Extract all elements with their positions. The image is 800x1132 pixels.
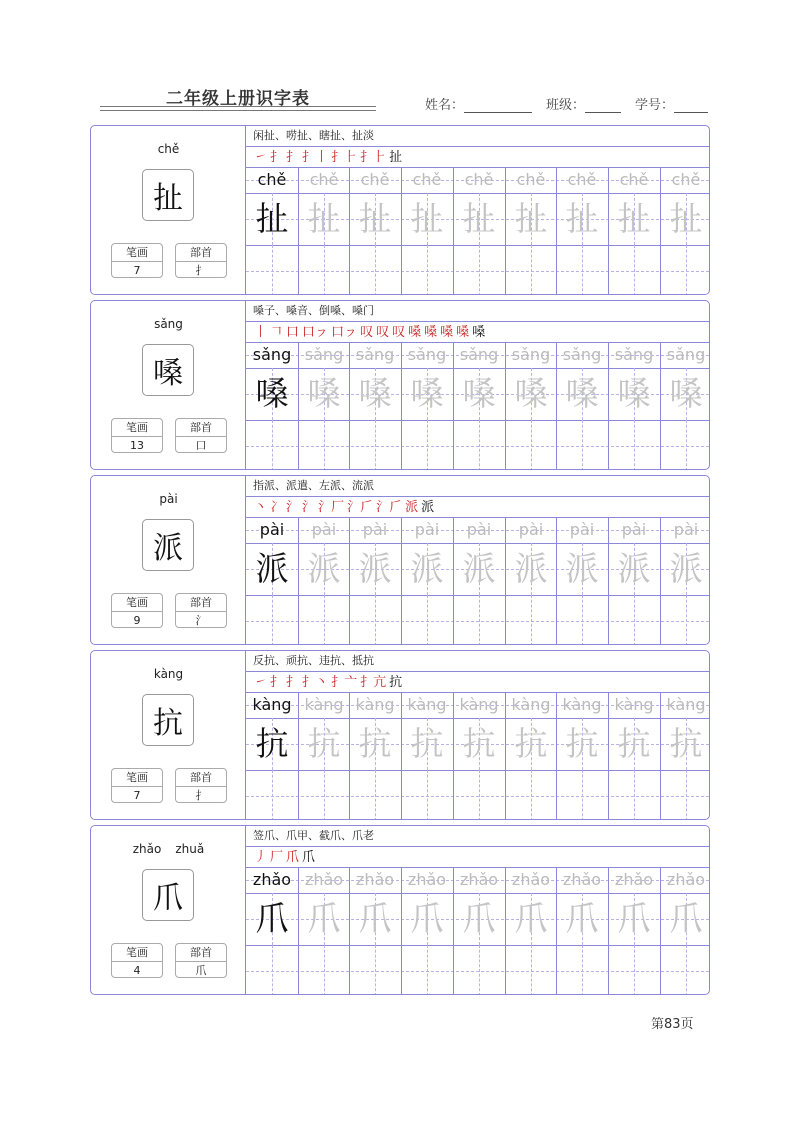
practice-character-cell[interactable]: 嗓 (410, 374, 444, 413)
blank-center-guide (634, 945, 635, 995)
id-label: 学号： (634, 98, 674, 113)
stroke-step: 爪 (302, 850, 316, 865)
stroke-step: 丨 (254, 325, 268, 340)
divider (246, 420, 709, 421)
blank-center-guide (582, 945, 583, 995)
pinyin-cell: pài (673, 520, 699, 539)
divider (246, 671, 709, 672)
stroke-step: 丿 (254, 850, 268, 865)
pinyin-cell: chě (567, 170, 597, 189)
stroke-order-row (254, 148, 405, 168)
pinyin-label (91, 842, 246, 856)
stroke-step: ㇀ (254, 150, 268, 165)
pinyin-cell: pài (414, 520, 440, 539)
pinyin-cell: chě (412, 170, 442, 189)
blank-center-guide (272, 245, 273, 295)
stroke-step: 叹 (376, 325, 390, 340)
blank-midline (246, 971, 709, 972)
stroke-step: ㇀ (254, 675, 268, 690)
radical-label: 部首 (176, 419, 226, 437)
stroke-step: 扌亢 (360, 675, 387, 690)
pinyin-cell: zhǎo (666, 870, 706, 889)
blank-center-guide (272, 595, 273, 645)
practice-character-cell[interactable]: 派 (514, 549, 548, 588)
practice-character-cell[interactable]: 爪 (514, 899, 548, 938)
blank-center-guide (582, 595, 583, 645)
pinyin-cell: pài (621, 520, 647, 539)
name-blank[interactable] (464, 98, 532, 113)
practice-character-cell[interactable]: 抗 (307, 724, 341, 763)
stroke-count-box (111, 593, 163, 628)
practice-character-cell[interactable]: 派 (565, 549, 599, 588)
practice-character-cell[interactable]: 抗 (410, 724, 444, 763)
page-number: 第83页 (651, 1017, 694, 1032)
stroke-step: 扌亠 (331, 675, 358, 690)
blank-center-guide (427, 420, 428, 470)
blank-center-guide (375, 420, 376, 470)
example-words: 嗓子、嗓音、倒嗓、嗓门 (253, 304, 374, 317)
stroke-count-label: 笔画 (112, 769, 162, 787)
stroke-step: 扌丶 (302, 675, 329, 690)
blank-center-guide (375, 770, 376, 820)
divider (246, 321, 709, 322)
pinyin-cell: sǎng (355, 345, 395, 364)
practice-character-cell[interactable]: 派 (617, 549, 651, 588)
blank-center-guide (479, 945, 480, 995)
practice-grid (246, 126, 709, 294)
stroke-step: 叹 (392, 325, 406, 340)
stroke-count-label: 笔画 (112, 944, 162, 962)
class-label: 班级： (545, 98, 585, 113)
practice-character-cell[interactable]: 扯 (617, 199, 651, 238)
pinyin-cell: chě (257, 170, 287, 189)
practice-grid (246, 301, 709, 469)
character-info-panel (91, 126, 246, 294)
stroke-count-value: 13 (130, 439, 144, 452)
radical-label: 部首 (176, 244, 226, 262)
practice-character-cell[interactable]: 抗 (514, 724, 548, 763)
stroke-count-box (111, 943, 163, 978)
stroke-step: 氵𠂆 (347, 500, 374, 515)
practice-character-cell[interactable]: 扯 (514, 199, 548, 238)
blank-center-guide (634, 420, 635, 470)
pinyin-cell: zhǎo (407, 870, 447, 889)
blank-midline (246, 621, 709, 622)
practice-character-cell[interactable]: 嗓 (565, 374, 599, 413)
practice-character-cell: 爪 (255, 899, 289, 938)
divider (246, 770, 709, 771)
radical-label: 部首 (176, 944, 226, 962)
practice-character-cell[interactable]: 嗓 (358, 374, 392, 413)
blank-center-guide (479, 595, 480, 645)
main-character: 爪 (142, 869, 194, 921)
stroke-step: 扌 (286, 150, 300, 165)
character-info-panel (91, 826, 246, 994)
practice-character-cell[interactable]: 抗 (462, 724, 496, 763)
stroke-count-label: 笔画 (112, 594, 162, 612)
practice-character-cell: 派 (255, 549, 289, 588)
practice-character-cell[interactable]: 派 (462, 549, 496, 588)
pinyin-cell: pài (311, 520, 337, 539)
radical-box (175, 418, 227, 453)
practice-grid (246, 651, 709, 819)
blank-center-guide (272, 945, 273, 995)
blank-center-guide (324, 245, 325, 295)
stroke-count-box (111, 418, 163, 453)
stroke-step: 𠃍 (270, 325, 284, 340)
radical-box (175, 593, 227, 628)
stroke-step: 派 (405, 500, 419, 515)
stroke-step: 丶 (254, 500, 268, 515)
pinyin-cell: pài (259, 520, 285, 539)
main-character: 扯 (142, 169, 194, 221)
stroke-count-value: 4 (133, 964, 141, 977)
blank-center-guide (686, 420, 687, 470)
pinyin-cell: chě (619, 170, 649, 189)
divider (246, 496, 709, 497)
blank-center-guide (324, 420, 325, 470)
blank-center-guide (324, 770, 325, 820)
character-card (90, 475, 710, 645)
stroke-count-value: 7 (133, 264, 141, 277)
stroke-step: 派 (421, 500, 435, 515)
pinyin-label: kàng (153, 667, 184, 681)
stroke-step: 扯 (389, 150, 403, 165)
practice-character-cell[interactable]: 爪 (565, 899, 599, 938)
blank-center-guide (634, 770, 635, 820)
blank-center-guide (686, 595, 687, 645)
stroke-count-value: 7 (133, 789, 141, 802)
pinyin-cell: chě (360, 170, 390, 189)
blank-center-guide (686, 945, 687, 995)
radical-value: 口 (195, 439, 207, 452)
character-card (90, 650, 710, 820)
practice-character-cell[interactable]: 爪 (410, 899, 444, 938)
practice-character-cell: 抗 (255, 724, 289, 763)
practice-character-cell[interactable]: 扯 (565, 199, 599, 238)
pinyin-cell: zhǎo (304, 870, 344, 889)
stroke-order-row (254, 673, 405, 693)
stroke-step: 嗓 (408, 325, 422, 340)
blank-center-guide (479, 420, 480, 470)
stroke-count-label: 笔画 (112, 419, 162, 437)
stroke-count-value: 9 (133, 614, 141, 627)
stroke-step: 扌丨 (302, 150, 329, 165)
example-words: 反抗、顽抗、违抗、抵抗 (253, 654, 374, 667)
practice-character-cell[interactable]: 爪 (617, 899, 651, 938)
pinyin-cell: sǎng (666, 345, 706, 364)
radical-value: 爪 (195, 964, 207, 977)
stroke-step: 爪 (286, 850, 300, 865)
pinyin-label: pài (159, 492, 178, 506)
stroke-step: 口ㇷ (331, 325, 358, 340)
blank-center-guide (479, 245, 480, 295)
blank-center-guide (582, 770, 583, 820)
practice-character-cell[interactable]: 抗 (358, 724, 392, 763)
divider (246, 245, 709, 246)
stroke-step: 扌⺊ (360, 150, 387, 165)
blank-center-guide (272, 770, 273, 820)
main-character: 抗 (142, 694, 194, 746)
radical-box (175, 768, 227, 803)
pinyin-cell: chě (464, 170, 494, 189)
example-words: 指派、派遣、左派、流派 (253, 479, 374, 492)
blank-center-guide (324, 595, 325, 645)
pinyin-cell: kàng (511, 695, 551, 714)
stroke-step: 扌 (270, 150, 284, 165)
blank-center-guide (686, 245, 687, 295)
blank-center-guide (582, 420, 583, 470)
blank-center-guide (582, 245, 583, 295)
pinyin-cell: sǎng (459, 345, 499, 364)
pinyin-cell: chě (671, 170, 701, 189)
example-words: 签爪、爪甲、截爪、爪老 (253, 829, 374, 842)
pinyin-cell: kàng (304, 695, 344, 714)
blank-center-guide (272, 420, 273, 470)
pinyin-cell: pài (569, 520, 595, 539)
blank-midline (246, 446, 709, 447)
blank-center-guide (375, 945, 376, 995)
practice-character-cell[interactable]: 嗓 (669, 374, 703, 413)
practice-character-cell[interactable]: 派 (669, 549, 703, 588)
practice-character-cell[interactable]: 扯 (358, 199, 392, 238)
pinyin-cell: sǎng (511, 345, 551, 364)
practice-character-cell[interactable]: 派 (358, 549, 392, 588)
pinyin-primary: zhǎo (132, 842, 162, 856)
character-info-panel (91, 476, 246, 644)
stroke-step: 嗓 (424, 325, 438, 340)
divider (246, 146, 709, 147)
blank-midline (246, 796, 709, 797)
stroke-step: 扌 (270, 675, 284, 690)
blank-center-guide (427, 595, 428, 645)
stroke-order-row (254, 498, 437, 518)
practice-character-cell[interactable]: 嗓 (307, 374, 341, 413)
radical-label: 部首 (176, 769, 226, 787)
pinyin-cell: sǎng (252, 345, 292, 364)
blank-center-guide (375, 595, 376, 645)
pinyin-cell: kàng (407, 695, 447, 714)
practice-character-cell[interactable]: 扯 (410, 199, 444, 238)
pinyin-alternate: zhuǎ (175, 842, 205, 856)
pinyin-cell: zhǎo (562, 870, 602, 889)
blank-center-guide (531, 420, 532, 470)
stroke-order-row (254, 323, 488, 343)
blank-center-guide (324, 945, 325, 995)
stroke-step: 氵 (302, 500, 316, 515)
pinyin-cell: kàng (252, 695, 292, 714)
stroke-step: 扌⺊ (331, 150, 358, 165)
radical-label: 部首 (176, 594, 226, 612)
pinyin-cell: chě (309, 170, 339, 189)
stroke-count-label: 笔画 (112, 244, 162, 262)
blank-center-guide (427, 245, 428, 295)
title-underline-2 (100, 110, 376, 111)
practice-character-cell[interactable]: 扯 (669, 199, 703, 238)
character-card (90, 125, 710, 295)
practice-character-cell[interactable]: 爪 (462, 899, 496, 938)
stroke-step: 口 (286, 325, 300, 340)
name-label: 姓名： (424, 98, 464, 113)
blank-center-guide (634, 245, 635, 295)
practice-character-cell[interactable]: 扯 (462, 199, 496, 238)
pinyin-cell: zhǎo (459, 870, 499, 889)
student-id-field[interactable] (635, 94, 708, 113)
radical-box (175, 943, 227, 978)
blank-center-guide (427, 945, 428, 995)
stroke-step: 氵 (286, 500, 300, 515)
radical-value: 扌 (195, 789, 207, 802)
main-character: 派 (142, 519, 194, 571)
pinyin-cell: pài (362, 520, 388, 539)
pinyin-cell: sǎng (614, 345, 654, 364)
page-title: 二年级上册识字表 (166, 89, 310, 109)
practice-character-cell[interactable]: 派 (410, 549, 444, 588)
divider (246, 595, 709, 596)
stroke-order-row (254, 848, 318, 868)
blank-center-guide (479, 770, 480, 820)
practice-grid (246, 476, 709, 644)
practice-grid (246, 826, 709, 994)
character-card (90, 825, 710, 995)
stroke-step: 抗 (389, 675, 403, 690)
stroke-step: 叹 (360, 325, 374, 340)
stroke-step: 嗓 (440, 325, 454, 340)
blank-midline (246, 271, 709, 272)
pinyin-cell: zhǎo (355, 870, 395, 889)
pinyin-cell: pài (518, 520, 544, 539)
student-info-fields (425, 94, 708, 113)
stroke-step: 嗓 (472, 325, 486, 340)
id-blank[interactable] (674, 98, 708, 113)
character-card (90, 300, 710, 470)
blank-center-guide (531, 945, 532, 995)
title-underline (100, 106, 376, 107)
practice-character-cell[interactable]: 爪 (669, 899, 703, 938)
practice-character-cell[interactable]: 爪 (307, 899, 341, 938)
practice-character-cell: 嗓 (255, 374, 289, 413)
pinyin-cell: kàng (355, 695, 395, 714)
practice-character-cell[interactable]: 爪 (358, 899, 392, 938)
practice-character-cell[interactable]: 抗 (565, 724, 599, 763)
divider (246, 945, 709, 946)
example-words: 闲扯、唠扯、瞎扯、扯淡 (253, 129, 374, 142)
stroke-step: 嗓 (456, 325, 470, 340)
stroke-step: 口ㇷ (302, 325, 329, 340)
pinyin-cell: sǎng (304, 345, 344, 364)
blank-center-guide (531, 595, 532, 645)
pinyin-cell: sǎng (562, 345, 602, 364)
stroke-step: 氵𠂆 (376, 500, 403, 515)
practice-character-cell: 扯 (255, 199, 289, 238)
pinyin-cell: kàng (614, 695, 654, 714)
blank-center-guide (531, 245, 532, 295)
main-character: 嗓 (142, 344, 194, 396)
practice-character-cell[interactable]: 嗓 (462, 374, 496, 413)
stroke-count-box (111, 243, 163, 278)
pinyin-cell: kàng (459, 695, 499, 714)
practice-character-cell[interactable]: 扯 (307, 199, 341, 238)
blank-center-guide (634, 595, 635, 645)
pinyin-label: sǎng (154, 317, 183, 331)
stroke-step: 扌 (286, 675, 300, 690)
pinyin-cell: chě (516, 170, 546, 189)
character-info-panel (91, 651, 246, 819)
pinyin-cell: zhǎo (614, 870, 654, 889)
class-field[interactable] (546, 94, 621, 113)
blank-center-guide (686, 770, 687, 820)
practice-character-cell[interactable]: 嗓 (514, 374, 548, 413)
pinyin-cell: pài (466, 520, 492, 539)
class-blank[interactable] (585, 98, 621, 113)
name-field[interactable] (425, 94, 532, 113)
practice-character-cell[interactable]: 派 (307, 549, 341, 588)
radical-value: 氵 (195, 614, 207, 627)
radical-box (175, 243, 227, 278)
radical-value: 扌 (195, 264, 207, 277)
pinyin-cell: zhǎo (511, 870, 551, 889)
practice-character-cell[interactable]: 抗 (617, 724, 651, 763)
practice-character-cell[interactable]: 嗓 (617, 374, 651, 413)
divider (246, 846, 709, 847)
character-info-panel (91, 301, 246, 469)
pinyin-cell: kàng (562, 695, 602, 714)
practice-character-cell[interactable]: 抗 (669, 724, 703, 763)
stroke-step: 冫 (270, 500, 284, 515)
pinyin-cell: zhǎo (252, 870, 292, 889)
blank-center-guide (531, 770, 532, 820)
pinyin-cell: sǎng (407, 345, 447, 364)
pinyin-cell: kàng (666, 695, 706, 714)
blank-center-guide (427, 770, 428, 820)
stroke-step: 厂 (270, 850, 284, 865)
stroke-step: 氵厂 (318, 500, 345, 515)
blank-center-guide (375, 245, 376, 295)
pinyin-label: chě (157, 142, 180, 156)
stroke-count-box (111, 768, 163, 803)
